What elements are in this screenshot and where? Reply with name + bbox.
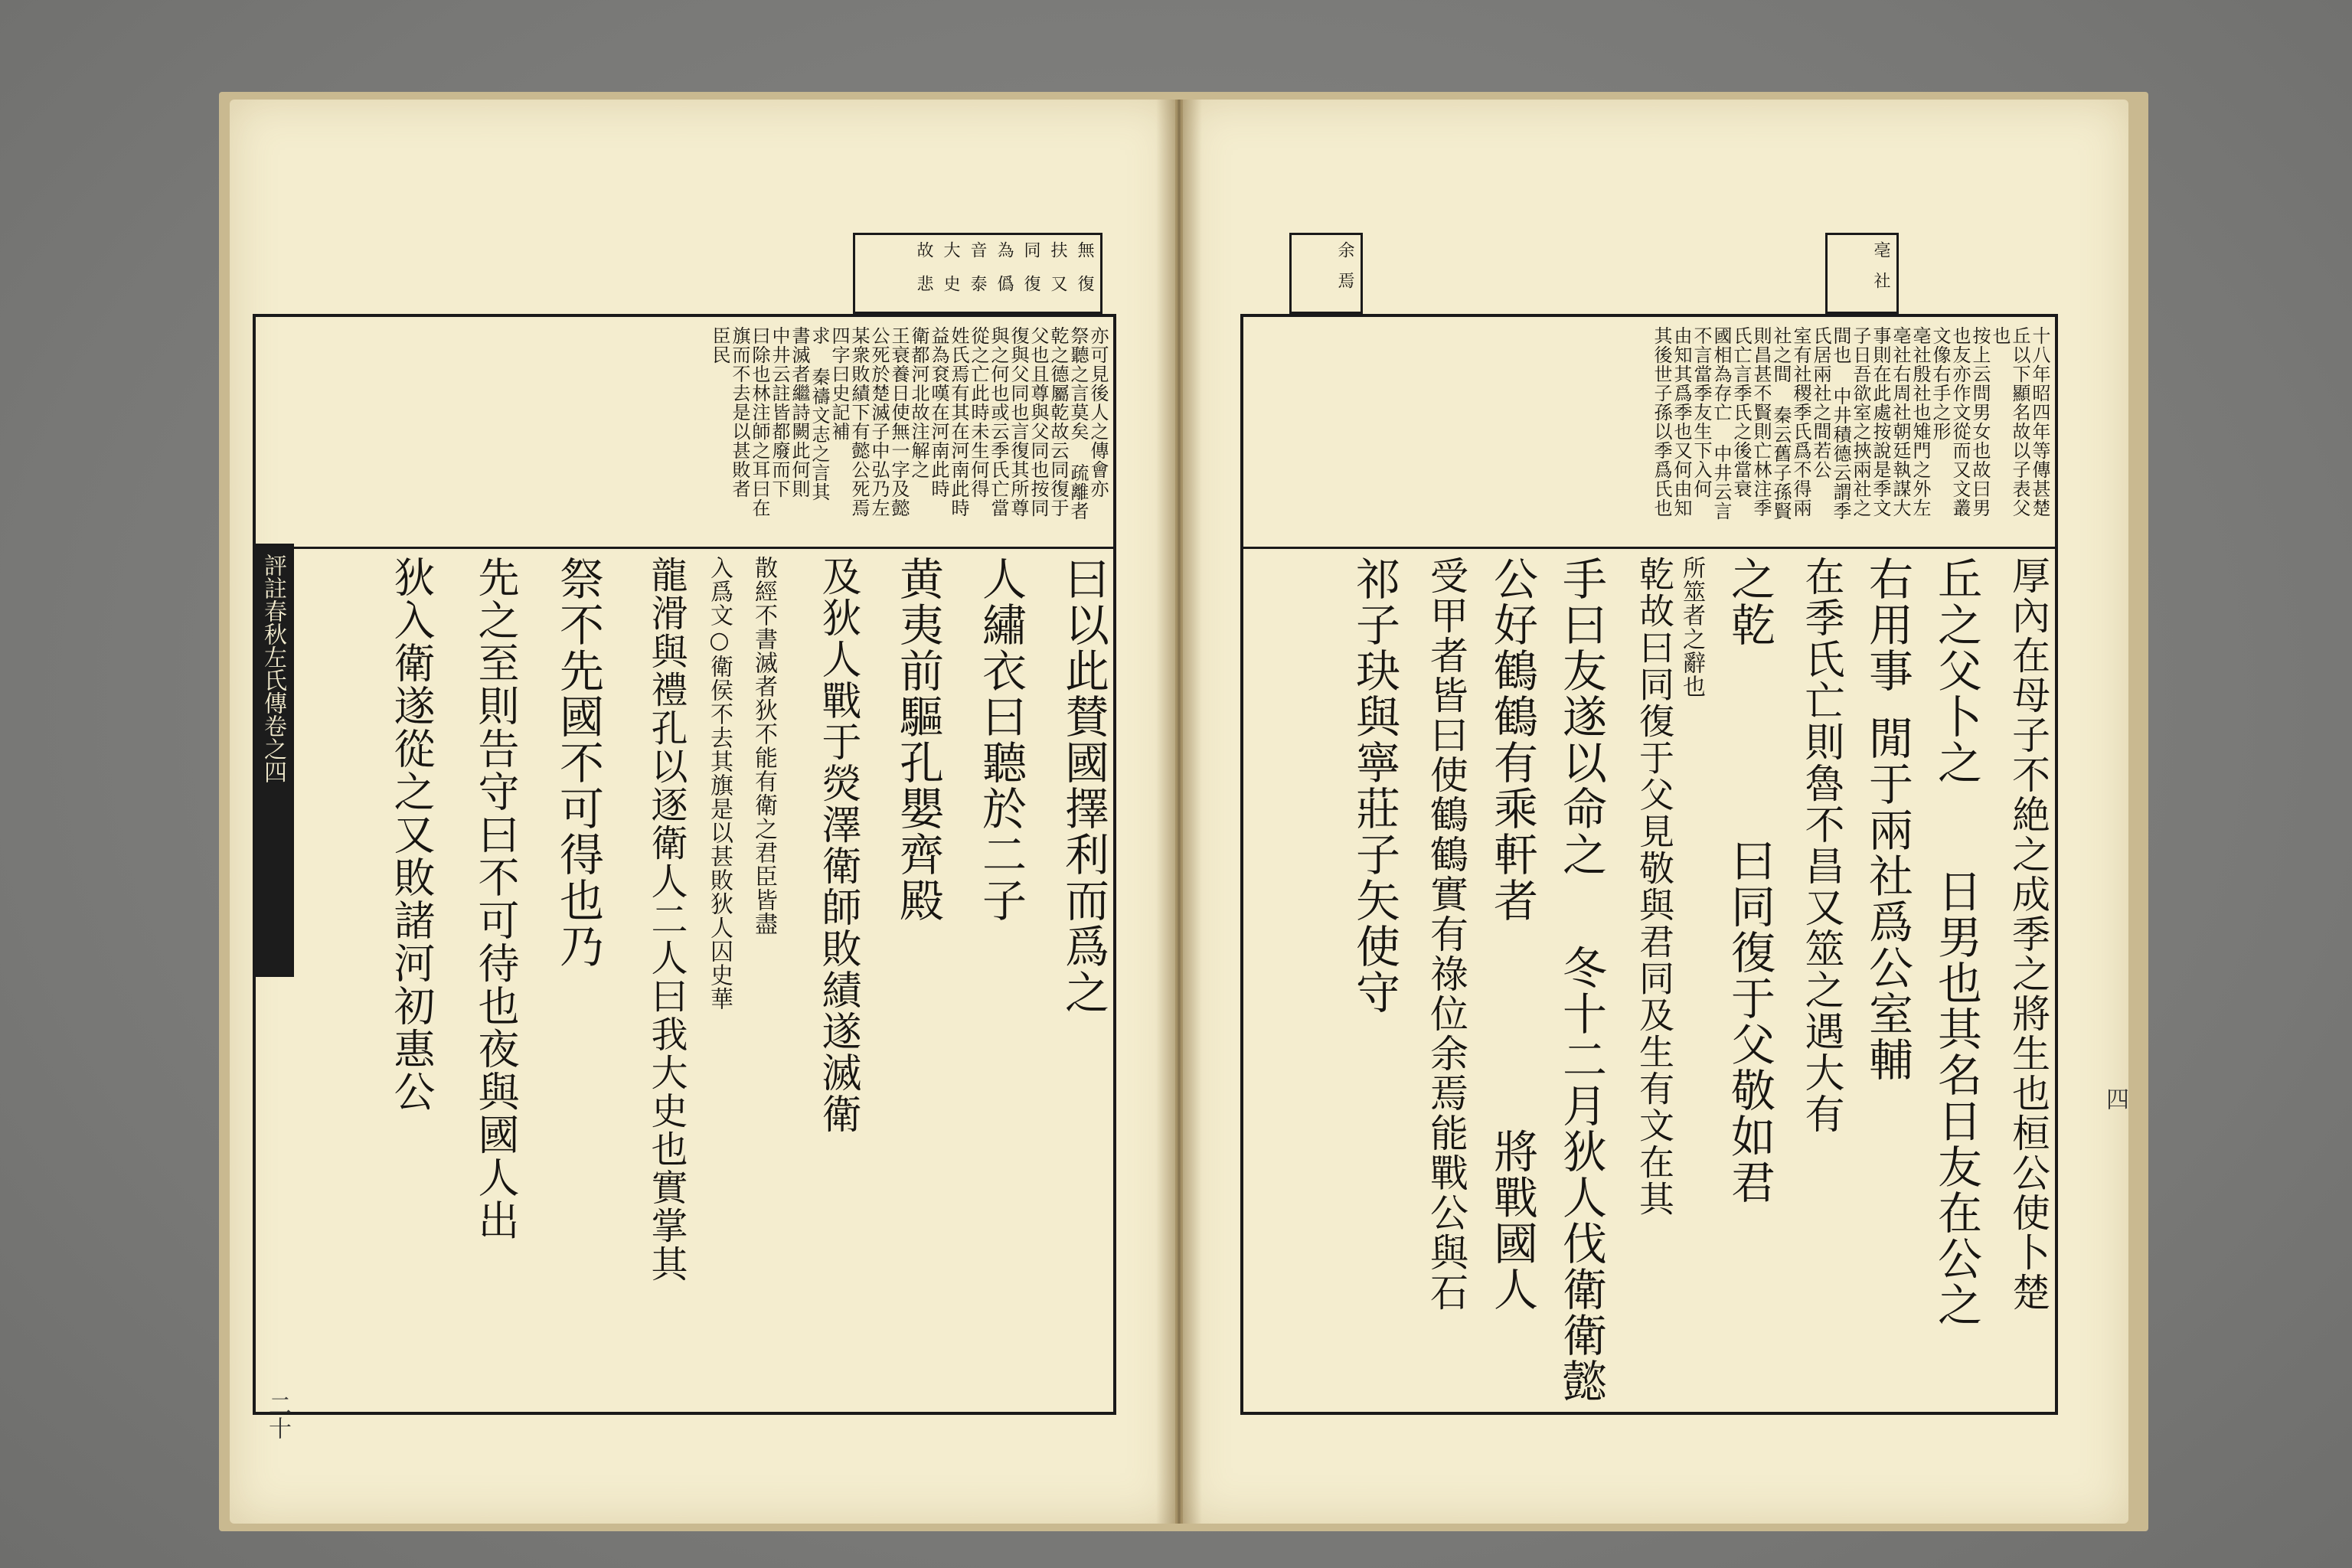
right-main-column: 所筮者之辭也 [1678, 556, 1705, 698]
left-head-note: 祭聽之言莫矣 疏離者 [1067, 326, 1089, 521]
left-head-note: 亦可見後人之傳會亦 [1087, 326, 1109, 498]
left-main-column: 散經不書滅者狄不能有衛之君臣皆盡 [750, 556, 777, 936]
right-head-note: 也友亦作文從而又文叢 [1949, 326, 1971, 518]
left-gloss-box-a [853, 233, 1102, 314]
right-head-note: 室有社稷季氏爲不得兩 [1790, 326, 1811, 518]
left-head-note: 四字曰史記補 [828, 326, 850, 441]
left-head-note: 乾之德屬乾故云同復于 [1047, 326, 1069, 518]
right-main-column: 丘之父卜之 [1930, 556, 1982, 786]
right-gloss-box-b [1289, 233, 1363, 314]
left-head-note: 王衰養日使無一字及懿 [888, 326, 910, 518]
left-head-note: 衛都河北故注解之 [908, 326, 929, 479]
left-head-note: 曰除也林注師之耳曰在 [749, 326, 770, 518]
left-main-column: 入爲文○衛侯不去其旗是以甚敗狄人囚史華 [706, 556, 733, 1011]
right-gloss-sub-1: 焉 [1335, 272, 1354, 289]
right-head-note: 則昌甚不賢則亡林注季 [1750, 326, 1772, 518]
left-gloss-4: 音 [968, 241, 987, 258]
left-text-frame [253, 241, 1116, 1415]
left-head-note: 復與父同也言復其所尊 [1008, 326, 1029, 518]
right-head-note: 丘以下顯名故以子表父 [2009, 326, 2030, 518]
left-head-note: 臣民 [709, 326, 730, 364]
left-head-note: 中井云註皆都廢而下 [769, 326, 790, 498]
left-gloss-6: 故 [914, 241, 933, 258]
right-head-note: 事則在此處按說是季文 [1870, 326, 1891, 518]
left-gloss-0: 無 [1075, 241, 1094, 258]
left-gloss-2: 同 [1021, 241, 1040, 258]
left-gloss-sub-2: 復 [1021, 275, 1040, 292]
left-main-column: 人繡衣曰聽於二子 [975, 556, 1027, 923]
open-book [230, 92, 2128, 1531]
left-gloss-3: 為 [995, 241, 1014, 258]
left-head-note: 書滅者繼詩闕此何則 [789, 326, 810, 498]
right-main-column: 在季氏亡則魯不昌又筮之遇大有 [1798, 556, 1844, 1135]
right-head-note: 氏亡言季氏之後當衰 [1730, 326, 1752, 498]
right-head-note: 社之間 秦云舊子孫賢 [1770, 326, 1792, 521]
right-main-column: 祁子玦與寧莊子矢使守 [1348, 556, 1400, 1015]
left-gloss-5: 大 [941, 241, 960, 258]
left-head-note: 某衆敗績下有懿公死焉 [848, 326, 870, 518]
right-main-column: 手曰友遂以命之 [1555, 556, 1607, 877]
left-head-note: 求 秦禱文志之言其 [808, 326, 830, 501]
left-head-note: 公死於楚滅子中弘乃左 [868, 326, 890, 518]
right-head-note: 由知其爲季也又何由知 [1671, 326, 1692, 518]
left-gloss-1: 扶 [1048, 241, 1067, 258]
left-main-column: 祭不先國不可得也乃 [552, 556, 604, 969]
right-main-column: 冬十二月狄人伐衛衛懿 [1555, 945, 1607, 1404]
left-gloss-sub-3: 僞 [995, 275, 1014, 292]
left-head-note: 父也且尊與父同也按同 [1027, 326, 1049, 518]
left-gloss-sub-0: 復 [1075, 275, 1094, 292]
right-head-note: 氏居兩社之間若公 [1810, 326, 1831, 479]
left-main-column: 狄入衛遂從之又敗諸河初惠公 [387, 556, 436, 1113]
right-main-column: 之乾 [1723, 556, 1775, 648]
volume-title-strip [253, 544, 294, 977]
right-text-frame [1240, 241, 2058, 1415]
right-head-note: 亳社右周社朝廷執謀大 [1890, 326, 1911, 518]
right-head-note: 其後世子孫以季爲氏也 [1651, 326, 1672, 518]
left-head-note: 從之亡此時未生何得 [968, 326, 989, 498]
right-head-note: 間也 中井積德云謂季 [1830, 326, 1851, 521]
right-head-note: 按上云問男女也故曰男 [1969, 326, 1991, 518]
left-gloss-sub-6: 悲 [914, 275, 933, 292]
right-head-note: 國相為存亡 中井云言 [1710, 326, 1732, 521]
right-main-column: 曰同復于父敬如君 [1723, 838, 1775, 1205]
right-gloss-sub-0: 社 [1871, 272, 1890, 289]
volume-title: 評註春秋左氏傳卷之四 [260, 554, 286, 783]
right-head-note: 子日吾欲室之挾兩社之 [1850, 326, 1871, 518]
right-main-column: 日男也其名日友在公之 [1930, 868, 1982, 1328]
left-gloss-sub-5: 史 [941, 275, 960, 292]
right-head-note: 也 [1989, 326, 2011, 345]
left-main-column: 曰以此賛國擇利而爲之 [1057, 556, 1109, 1015]
right-main-column: 厚內在母子不絶之成季之將生也桓公使卜楚 [2006, 556, 2050, 1312]
right-main-column: 公好鶴鶴有乘軒者 [1486, 556, 1538, 923]
left-folio-number: 二十 [264, 1393, 291, 1439]
left-gloss-sub-1: 又 [1048, 275, 1067, 292]
left-main-column: 龍滑與禮孔以逐衛人二人曰我大史也實掌其 [645, 556, 688, 1283]
left-head-note: 益為袞嘆在河南此時 [928, 326, 949, 498]
left-header-rule [256, 547, 1113, 549]
left-head-note: 與之何也或云季氏亡當 [988, 326, 1009, 518]
right-main-column: 閒于兩社爲公室輔 [1861, 715, 1913, 1083]
left-main-column: 及狄人戰于熒澤衛師敗績遂滅衛 [815, 556, 861, 1135]
right-head-note: 十八年昭四年等傳甚楚 [2029, 326, 2050, 518]
left-head-note: 姓氏焉有其在河南此時 [948, 326, 969, 518]
left-main-column: 先之至則告守曰不可待也夜與國人出 [472, 556, 520, 1242]
right-folio-number: 四 [2102, 1087, 2128, 1110]
right-head-note: 文像右手之形 [1929, 326, 1951, 441]
right-head-note: 不言當季友生下入何 [1690, 326, 1712, 498]
left-main-column: 黄夷前驅孔嬰齊殿 [892, 556, 944, 923]
right-gloss-box-a [1825, 233, 1899, 314]
left-head-note: 旗而不去是以甚敗者 [729, 326, 750, 498]
right-header-rule [1243, 547, 2055, 549]
right-gloss-0: 亳 [1871, 241, 1890, 258]
left-gloss-sub-4: 泰 [968, 275, 987, 292]
right-main-column: 右用事 [1861, 556, 1913, 694]
right-gloss-1: 余 [1335, 241, 1354, 258]
right-head-note: 亳社殷社也雉門之外左 [1909, 326, 1931, 518]
book-gutter [1156, 100, 1202, 1524]
right-main-column: 將戰國人 [1486, 1129, 1538, 1312]
right-main-column: 乾故曰同復于父見敬與君同及生有文在其 [1634, 556, 1675, 1217]
right-main-column: 受甲者皆曰使鶴鶴實有祿位余焉能戰公與石 [1424, 556, 1468, 1312]
